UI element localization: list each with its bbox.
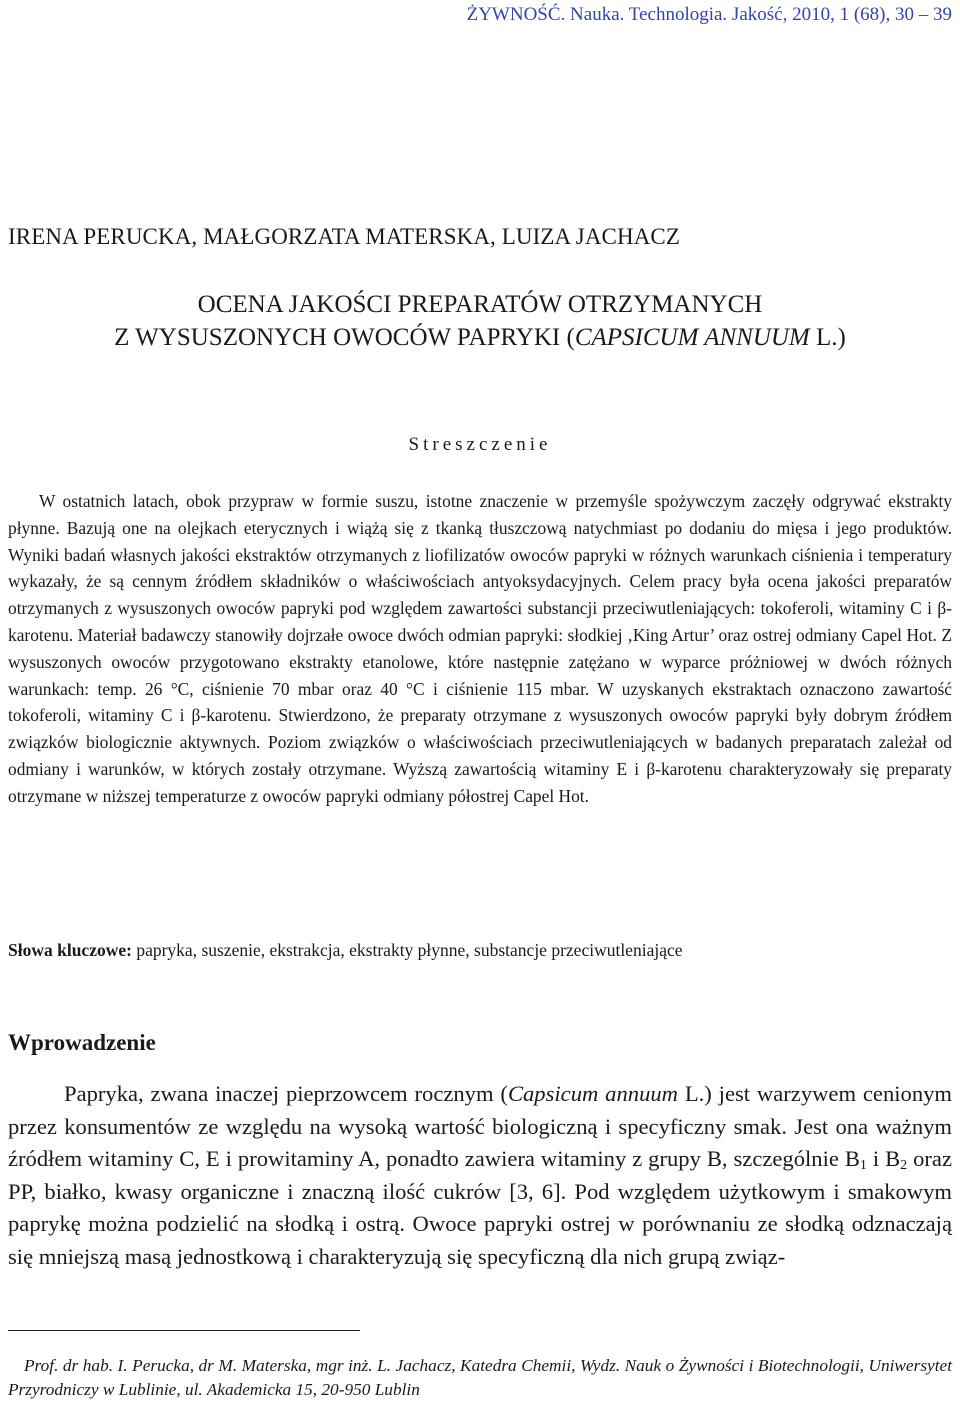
abstract-text: W ostatnich latach, obok przypraw w formie suszu, istotne znaczenie w przemyśle spożywczym zaczęły odgrywać ekstrakty płynne. Bazują one na olejkach eterycznych i wiążą się z tkanką tłuszczową natychmiast po dodaniu do mięsa i jego produktów. Wyniki badań własnych jakości ekstraktów otrzymanych z liofilizatów owoców papryki w różnych warunkach ciśnienia i temperatury wykazały, że są cennym źródłem składników o właściwościach antyoksydacyjnych. Celem pracy była ocena jakości preparatów otrzymanych z wysuszonych owoców papryki pod względem zawartości substancji przeciwutleniających: tokoferoli, witaminy C i β-karotenu. Materiał badawczy stanowiły dojrzałe owoce dwóch odmian papryki: słodkiej ‚King Artur’ oraz ostrej odmiany Capel Hot. Z wysuszonych owoców przygotowano ekstrakty etanolowe, które następnie zatężano w wyparce próżniowej w dwóch różnych warunkach: temp. 26 °C, ciśnienie 70 mbar oraz 40 °C i ciśnienie 115 mbar. W uzyskanych ekstraktach oznaczono zawartość tokoferoli, witaminy C i β-karotenu. Stwierdzono, że preparaty otrzymane z wysuszonych owoców papryki były dobrym źródłem związków biologicznie aktywnych. Poziom związków o właściwościach przeciwutleniających w badanych preparatach zależał od odmiany i warunków, w których zostały otrzymane. Wyższą zawartością witaminy E i β-karotenu charakteryzowały się preparaty otrzymane w niższej temperaturze z owoców papryki odmiany półostrej Capel Hot. <box>8 491 952 806</box>
keywords-label: Słowa kluczowe: <box>8 940 132 960</box>
intro-subscript-2: 2 <box>900 1158 908 1174</box>
paper-title <box>8 288 952 354</box>
intro-subscript-1: 1 <box>859 1158 867 1174</box>
keywords-text: papryka, suszenie, ekstrakcja, ekstrakty płynne, substancje przeciwutleniające <box>131 940 683 960</box>
title-line-2 <box>8 321 952 354</box>
intro-text-3: i B <box>866 1146 901 1172</box>
footnote-affiliation: Prof. dr hab. I. Perucka, dr M. Materska, mgr inż. L. Jachacz, Katedra Chemii, Wydz. Nauk o Żywności i Biotechnologii, Uniwersytet Przyrodniczy w Lublinie, ul. Akademicka 15, 20-950 Lublin <box>8 1356 952 1399</box>
title-line-1: OCENA JAKOŚCI PREPARATÓW OTRZYMANYCH <box>197 291 763 318</box>
author-list: IRENA PERUCKA, MAŁGORZATA MATERSKA, LUIZA JACHACZ <box>8 224 681 249</box>
intro-text-2: L.) jest warzywem cenionym przez konsumentów ze względu na wysoką wartość biologiczną i specyficzny smak. Jest ona ważnym źródłem witaminy C, E i prowitaminy A, ponadto zawiera witaminy z grupy B, szczególnie B <box>8 1081 952 1172</box>
introduction-paragraph <box>8 1078 952 1274</box>
intro-text-1: Papryka, zwana inaczej pieprzowcem rocznym ( <box>64 1081 508 1106</box>
title-species-name: CAPSICUM ANNUUM <box>574 324 810 351</box>
section-heading-introduction: Wprowadzenie <box>8 1030 156 1055</box>
title-line-2-suffix: L.) <box>809 324 846 351</box>
title-line-2-prefix: Z WYSUSZONYCH OWOCÓW PAPRYKI ( <box>114 324 575 351</box>
journal-header: ŻYWNOŚĆ. Nauka. Technologia. Jakość, 2010, 1 (68), 30 – 39 <box>466 4 952 25</box>
intro-species-name: Capsicum annuum <box>507 1081 678 1106</box>
keywords <box>8 940 952 961</box>
abstract-heading: Streszczenie <box>408 434 552 455</box>
footnote-divider <box>8 1330 360 1331</box>
intro-text-4: oraz PP, białko, kwasy organiczne i znaczną ilość cukrów [3, 6]. Pod względem użytkowym i smakowym paprykę można podzielić na słodką i ostrą. Owoce papryki ostrej w porównaniu ze słodką odznaczają się mniejszą masą jednostkową i charakteryzują się specyficzną dla nich grupą związ- <box>8 1146 952 1269</box>
